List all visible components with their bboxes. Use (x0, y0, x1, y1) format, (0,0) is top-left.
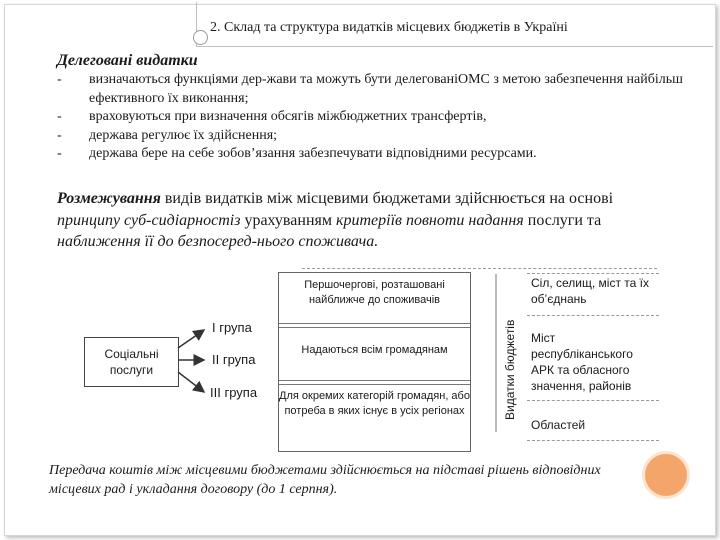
group-label-1: І група (212, 320, 252, 335)
table-row: Надаються всім громадянам (301, 344, 448, 356)
divider (279, 384, 470, 385)
budget-expenses-label: Видатки бюджетів (503, 319, 517, 420)
divider (279, 327, 470, 328)
divider (279, 380, 470, 381)
arrow-group-3 (178, 372, 204, 392)
social-services-box: Соціальні послуги (84, 337, 179, 387)
list-item: - визначаються функціями дер-жави та можуть бути делегованіОМС з метою забезпечення найбільш ефективного їх виконання; (57, 72, 683, 106)
budget-level-2: Міст республіканського АРК та обласного значення, районів (531, 331, 633, 393)
list-item: - держава регулює їх здійснення; (57, 127, 278, 143)
arrow-group-1 (178, 330, 204, 348)
distribution-paragraph: Розмежування видів видатків між місцевими бюджетами здійснюється на основі принципу суб-сидіарностіз урахуванням критеріїв повноти надання послуги та наближення її до безпосеред-нього споживача. (57, 190, 614, 250)
slide-title: 2. Склад та структура видатків місцевих бюджетів в Україні (210, 20, 568, 35)
divider (527, 315, 659, 316)
divider (279, 323, 470, 324)
group-label-3: ІІІ група (210, 385, 258, 400)
table-row: Для окремих категорій громадян, або потреба в яких існує в усіх регіонах (279, 390, 470, 417)
divider (527, 400, 659, 401)
budget-level-1: Сіл, селищ, міст та їх об’єднань (531, 276, 649, 306)
orange-circle-icon (642, 451, 690, 499)
bottom-note: Передача коштів між місцевими бюджетами здійснюється на підставі рішень відповідних місцевих рад і укладання договору (до 1 серпня). (49, 463, 601, 497)
table-row: Першочергові, розташовані найближче до споживачів (304, 279, 445, 306)
group-label-2: ІІ група (212, 352, 256, 367)
list-item: - держава бере на себе зобов’язання забезпечувати відповідними ресурсами. (57, 146, 537, 161)
budget-level-3: Областей (531, 418, 586, 432)
divider (527, 440, 659, 441)
delegated-heading: Делеговані видатки (57, 52, 198, 69)
list-item: - враховуються при визначення обсягів міжбюджетних трансфертів, (57, 109, 487, 124)
services-table (278, 272, 471, 452)
divider (527, 273, 659, 274)
